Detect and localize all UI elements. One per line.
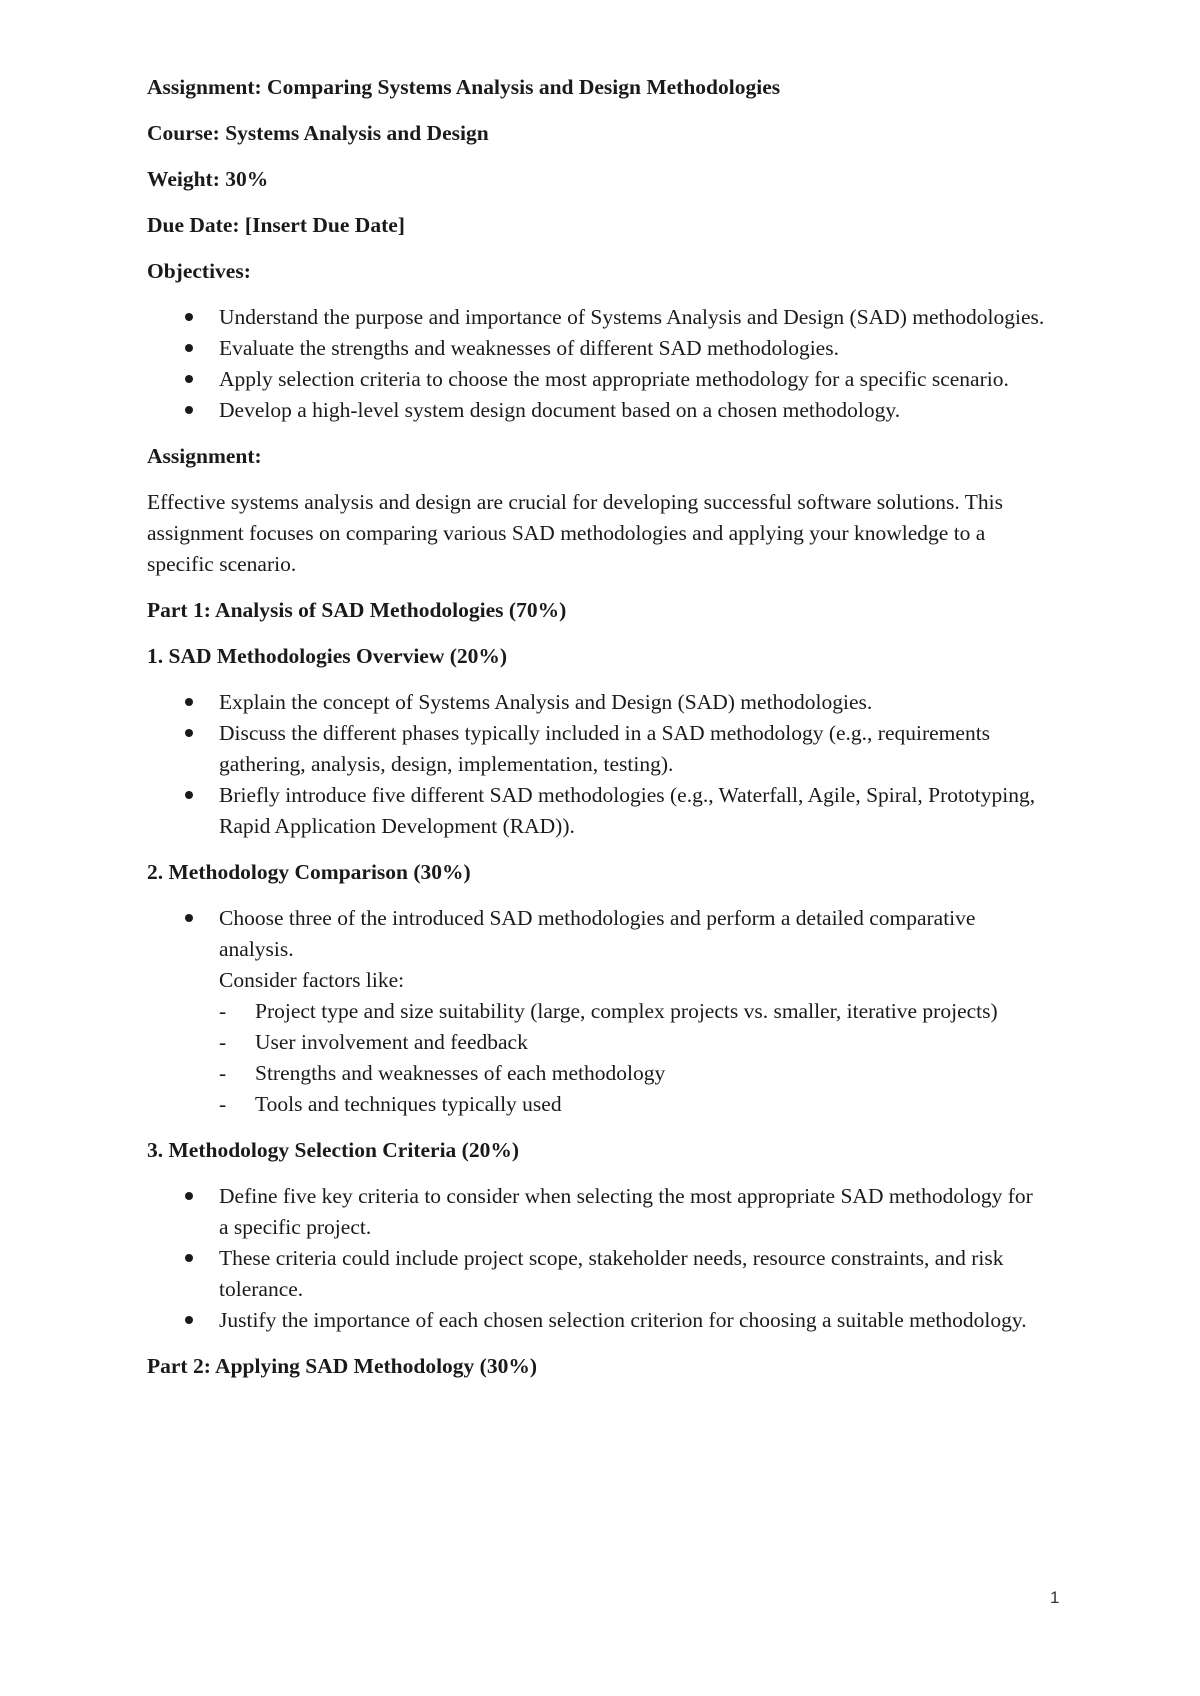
part1-heading: Part 1: Analysis of SAD Methodologies (70%) (147, 598, 567, 622)
section1-item: Briefly introduce five different SAD methodologies (e.g., Waterfall, Agile, Spiral, Prototyping, Rapid Application Development (RAD)). (147, 780, 1047, 842)
section1-item: Discuss the different phases typically included in a SAD methodology (e.g., requirements gathering, analysis, design, implementation, testing). (147, 718, 1047, 780)
objectives-list (147, 302, 1047, 426)
section3-item: Justify the importance of each chosen selection criterion for choosing a suitable methodology. (147, 1305, 1047, 1336)
section1-item: Explain the concept of Systems Analysis and Design (SAD) methodologies. (147, 687, 1047, 718)
section3-item: These criteria could include project scope, stakeholder needs, resource constraints, and risk tolerance. (147, 1243, 1047, 1305)
section2-item-text: Choose three of the introduced SAD methodologies and perform a detailed comparative analysis. (219, 906, 976, 961)
course-line: Course: Systems Analysis and Design (147, 121, 489, 145)
section1-heading: 1. SAD Methodologies Overview (20%) (147, 644, 508, 668)
section1-list (147, 687, 1047, 842)
factor-item: - User involvement and feedback (219, 1027, 1047, 1058)
objective-item: Evaluate the strengths and weaknesses of different SAD methodologies. (147, 333, 1047, 364)
factors-list (219, 996, 1047, 1120)
assignment-heading: Assignment: (147, 444, 262, 468)
weight-line: Weight: 30% (147, 167, 269, 191)
objective-item: Apply selection criteria to choose the most appropriate methodology for a specific scenario. (147, 364, 1047, 395)
due-date-line: Due Date: [Insert Due Date] (147, 213, 405, 237)
factor-item: - Project type and size suitability (large, complex projects vs. smaller, iterative projects) (219, 996, 1047, 1027)
section2-list (147, 903, 1047, 1120)
objectives-heading: Objectives: (147, 259, 251, 283)
factors-intro: Consider factors like: (219, 968, 405, 992)
document-body (147, 72, 1047, 1397)
section3-item: Define five key criteria to consider when selecting the most appropriate SAD methodology for a specific project. (147, 1181, 1047, 1243)
assignment-paragraph: Effective systems analysis and design are crucial for developing successful software solutions. This assignment focuses on comparing various SAD methodologies and applying your knowledge to a specific scenario. (147, 490, 1004, 576)
section2-heading: 2. Methodology Comparison (30%) (147, 860, 471, 884)
section3-heading: 3. Methodology Selection Criteria (20%) (147, 1138, 519, 1162)
section2-item (147, 903, 1047, 1120)
assignment-title: Assignment: Comparing Systems Analysis and Design Methodologies (147, 75, 781, 99)
objective-item: Understand the purpose and importance of Systems Analysis and Design (SAD) methodologies. (147, 302, 1047, 333)
section3-list (147, 1181, 1047, 1336)
page-number: 1 (1050, 1588, 1060, 1607)
factor-item: - Tools and techniques typically used (219, 1089, 1047, 1120)
objective-item: Develop a high-level system design document based on a chosen methodology. (147, 395, 1047, 426)
part2-heading: Part 2: Applying SAD Methodology (30%) (147, 1354, 537, 1378)
factor-item: - Strengths and weaknesses of each methodology (219, 1058, 1047, 1089)
